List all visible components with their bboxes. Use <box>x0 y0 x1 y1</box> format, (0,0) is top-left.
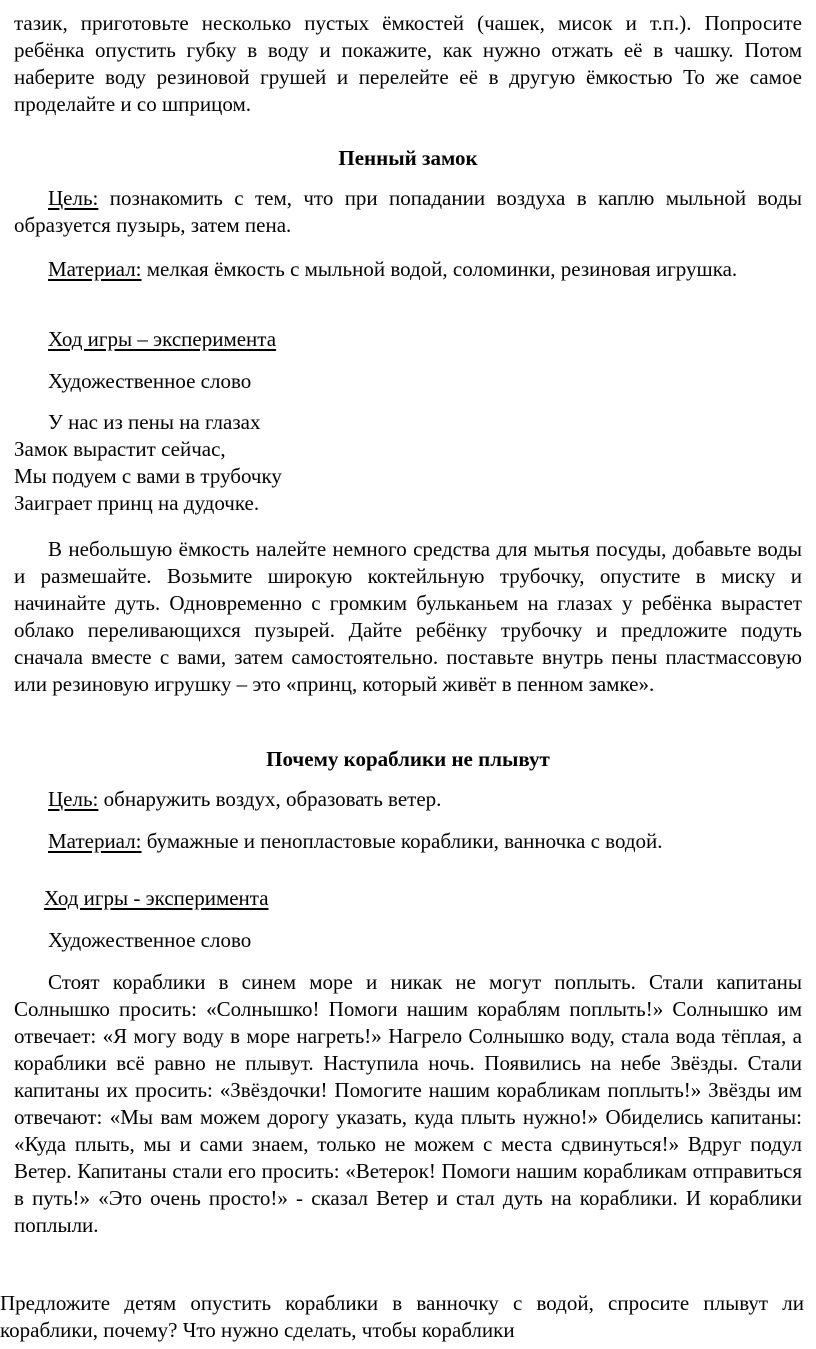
material-text: бумажные и пенопластовые кораблики, ванночка с водой. <box>141 829 663 853</box>
goal-text: обнаружить воздух, образовать ветер. <box>98 787 442 811</box>
course-label: Ход игры - эксперимента <box>44 886 269 910</box>
material-text: мелкая ёмкость с мыльной водой, соломинки, резиновая игрушка. <box>141 257 738 281</box>
course-label: Ход игры – эксперимента <box>48 327 277 351</box>
goal-paragraph <box>14 786 802 813</box>
poem-line: Мы подуем с вами в трубочку <box>14 464 282 488</box>
material-label: Материал: <box>48 829 142 853</box>
section-title-foam-castle: Пенный замок <box>338 146 478 170</box>
story-paragraph: Стоят кораблики в синем море и никак не могут поплыть. Стали капитаны Солнышко просить: «Солнышко! Помоги нашим кораблям поплыть!» Солнышко им отвечает: «Я могу воду в море нагреть!» Нагрело Солнышко воду, стала вода тёплая, а кораблики всё равно не плывут. Наступила ночь. Появились на небе Звёзды. Стали капитаны их просить: «Звёздочки! Помогите нашим корабликам поплыть!» Звёзды им отвечают: «Мы вам можем дорогу указать, куда плыть нужно!» Обиделись капитаны: «Куда плыть, мы и сами знаем, только не можем с места сдвинуться!» Вдруг подул Ветер. Капитаны стали его просить: «Ветерок! Помоги нашим корабликам отправиться в путь!» «Это очень просто!» - сказал Ветер и стал дуть на кораблики. И кораблики поплыли. <box>14 970 802 1237</box>
section-title-boats: Почему кораблики не плывут <box>266 747 550 771</box>
course-paragraph <box>14 885 802 912</box>
intro-paragraph: тазик, приготовьте несколько пустых ёмкостей (чашек, мисок и т.п.). Попросите ребёнка опустить губку в воду и покажите, как нужно отжать её в чашку. Потом наберите воду резиновой грушей и перелейте её в другую ёмкостью То же самое проделайте и со шприцом. <box>14 11 802 116</box>
poem-line: У нас из пены на глазах <box>48 410 261 434</box>
material-paragraph <box>14 828 802 855</box>
poem-line: Заиграет принц на дудочке. <box>14 491 260 515</box>
closing-paragraph: Предложите детям опустить кораблики в ванночку с водой, спросите плывут ли кораблики, почему? Что нужно сделать, чтобы кораблики <box>0 1291 804 1342</box>
poem <box>14 409 802 517</box>
goal-label: Цель: <box>48 186 99 210</box>
course-paragraph <box>14 326 802 353</box>
goal-text: познакомить с тем, что при попадании воздуха в каплю мыльной воды образуется пузырь, затем пена. <box>14 186 802 237</box>
goal-paragraph <box>14 185 802 239</box>
poem-line: Замок вырастит сейчас, <box>14 437 226 461</box>
goal-label: Цель: <box>48 787 99 811</box>
art-word-label: Художественное слово <box>48 928 252 952</box>
material-label: Материал: <box>48 257 142 281</box>
body-paragraph: В небольшую ёмкость налейте немного средства для мытья посуды, добавьте воды и размешайте. Возьмите широкую коктейльную трубочку, опустите в миску и начинайте дуть. Одновременно с громким бульканьем на глазах у ребёнка вырастет облако переливающихся пузырей. Дайте ребёнку трубочку и предложите подуть сначала вместе с вами, затем самостоятельно. поставьте внутрь пены пластмассовую или резиновую игрушку – это «принц, который живёт в пенном замке». <box>14 537 802 696</box>
art-word-label: Художественное слово <box>48 369 252 393</box>
material-paragraph <box>14 256 802 283</box>
